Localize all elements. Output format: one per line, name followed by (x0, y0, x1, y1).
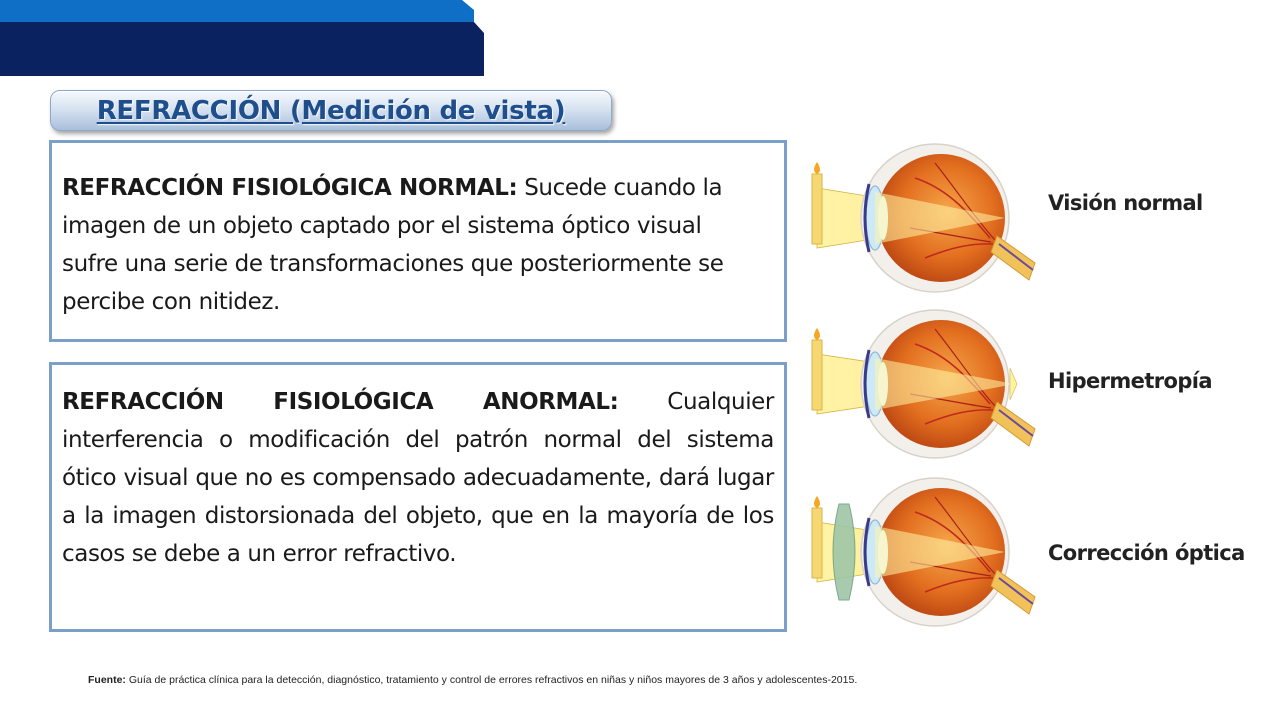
normal-refraction-heading: REFRACCIÓN FISIOLÓGICA NORMAL: (62, 175, 518, 201)
header-band (0, 0, 484, 76)
label-optical-correction: Corrección óptica (1048, 541, 1245, 565)
abnormal-refraction-text: Cualquier interferencia o modificación del patrón normal del sistema ótico visual que no es compensado adecuadamente, dará lugar a la imagen distorsionada del objeto, que en la mayoría de los casos se debe a un error refractivo. (62, 389, 774, 567)
page-title: REFRACCIÓN (Medición de vista) (96, 95, 566, 126)
eye-normal-vision-icon (812, 144, 1035, 292)
abnormal-refraction-paragraph (62, 383, 774, 573)
source-text: Guía de práctica clínica para la detección, diagnóstico, tratamiento y control de errores refractivos en niñas y niños mayores de 3 años y adolescentes-2015. (125, 674, 858, 686)
source-label: Fuente: (88, 674, 126, 686)
title-banner (50, 90, 612, 131)
label-hyperopia: Hipermetropía (1048, 369, 1212, 393)
abnormal-refraction-box (49, 362, 787, 632)
normal-refraction-text: Sucede cuando la imagen de un objeto captado por el sistema óptico visual sufre una serie de transformaciones que posteriormente se percibe con nitidez. (62, 175, 724, 315)
source-footnote (88, 674, 857, 686)
normal-refraction-box (49, 140, 787, 342)
header-band-light (0, 0, 474, 22)
label-normal-vision: Visión normal (1048, 191, 1203, 215)
eye-hyperopia-icon (812, 310, 1035, 458)
header-band-dark (0, 22, 484, 76)
abnormal-refraction-heading: REFRACCIÓN FISIOLÓGICA ANORMAL: (62, 389, 619, 415)
normal-refraction-paragraph (62, 169, 754, 321)
eye-optical-correction-icon (812, 478, 1035, 626)
